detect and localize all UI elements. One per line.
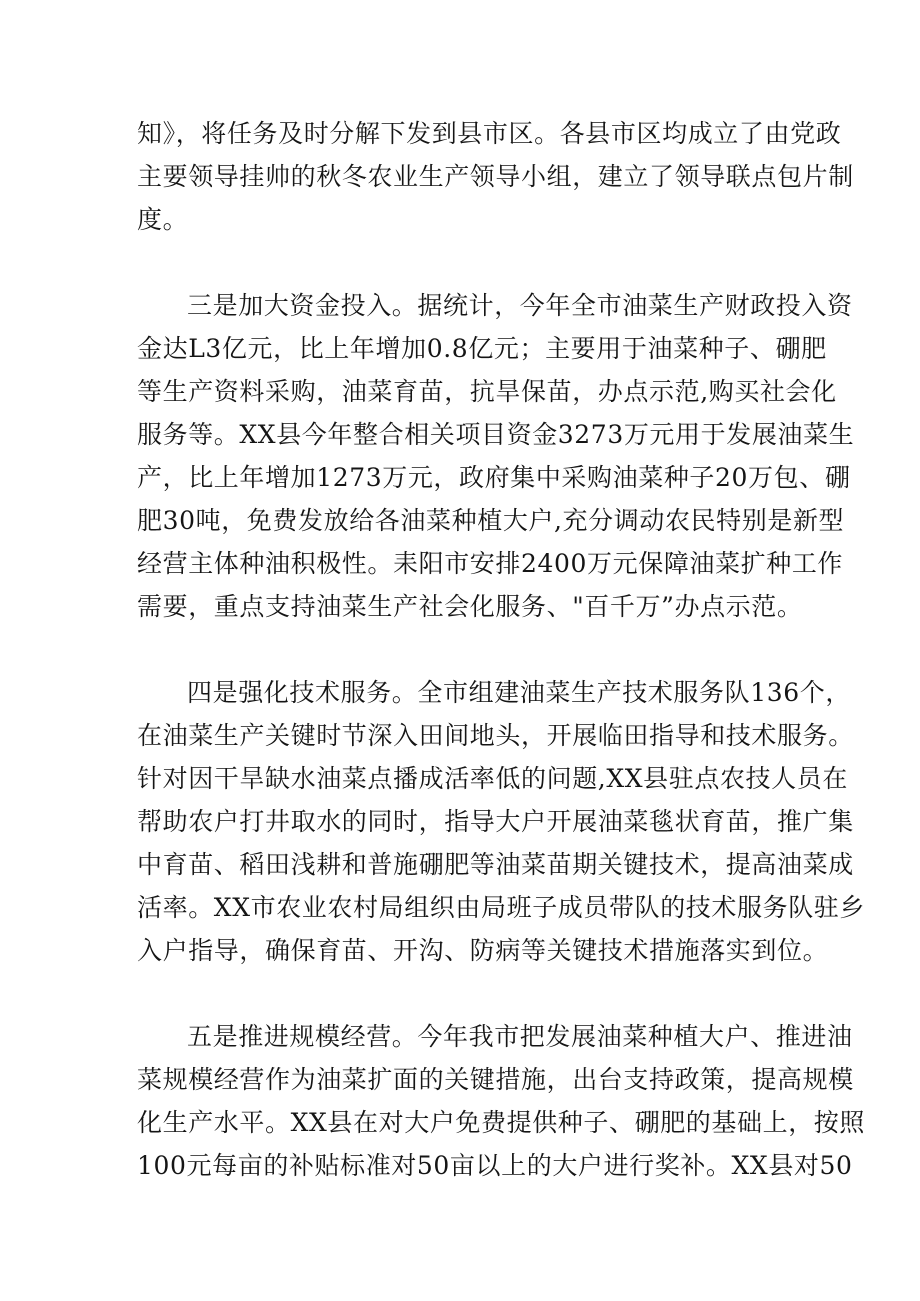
text-line: 经营主体种油积极性。耒阳市安排2400万元保障油菜扩种工作 (137, 549, 844, 578)
text-line: 知》，将任务及时分解下发到县市区。各县市区均成立了由党政 (137, 119, 842, 148)
text-line: 中育苗、稻田浅耕和普施硼肥等油菜苗期关键技术，提高油菜成 (137, 850, 854, 879)
text-line: 肥30吨，免费发放给各油菜种植大户,充分调动农民特别是新型 (137, 506, 845, 535)
text-line: 在油菜生产关键时节深入田间地头，开展临田指导和技术服务。 (137, 721, 854, 750)
text-line: 100元每亩的补贴标准对50亩以上的大户进行奖补。XX县对50 (137, 1151, 853, 1180)
text-line: 四是强化技术服务。全市组建油菜生产技术服务队136个， (187, 678, 851, 707)
text-line: 五是推进规模经营。今年我市把发展油菜种植大户、推进油 (187, 1022, 853, 1051)
text-line: 活率。XX市农业农村局组织由局班子成员带队的技术服务队驻乡 (137, 893, 865, 922)
text-line: 产，比上年增加1273万元，政府集中采购油菜种子20万包、硼 (137, 463, 851, 492)
text-line: 度。 (137, 205, 189, 234)
text-line: 菜规模经营作为油菜扩面的关键措施，出台支持政策，提高规模 (137, 1065, 854, 1094)
text-line: 三是加大资金投入。据统计，今年全市油菜生产财政投入资 (187, 291, 853, 320)
text-line: 等生产资料采购，油菜育苗，抗旱保苗，办点示范,购买社会化 (137, 377, 837, 406)
text-line: 针对因干旱缺水油菜点播成活率低的问题,XX县驻点农技人员在 (137, 764, 848, 793)
text-line: 服务等。XX县今年整合相关项目资金3273万元用于发展油菜生 (137, 420, 855, 449)
text-line: 主要领导挂帅的秋冬农业生产领导小组，建立了领导联点包片制 (137, 162, 854, 191)
text-line: 化生产水平。XX县在对大户免费提供种子、硼肥的基础上，按照 (137, 1108, 865, 1137)
text-line: 入户指导，确保育苗、开沟、防病等关键技术措施落实到位。 (137, 936, 829, 965)
text-line: 帮助农户打井取水的同时，指导大户开展油菜毯状育苗，推广集 (137, 807, 854, 836)
text-line: 需要，重点支持油菜生产社会化服务、"百千万”办点示范。 (137, 592, 803, 621)
text-line: 金达L3亿元，比上年增加0.8亿元；主要用于油菜种子、硼肥 (137, 334, 827, 363)
